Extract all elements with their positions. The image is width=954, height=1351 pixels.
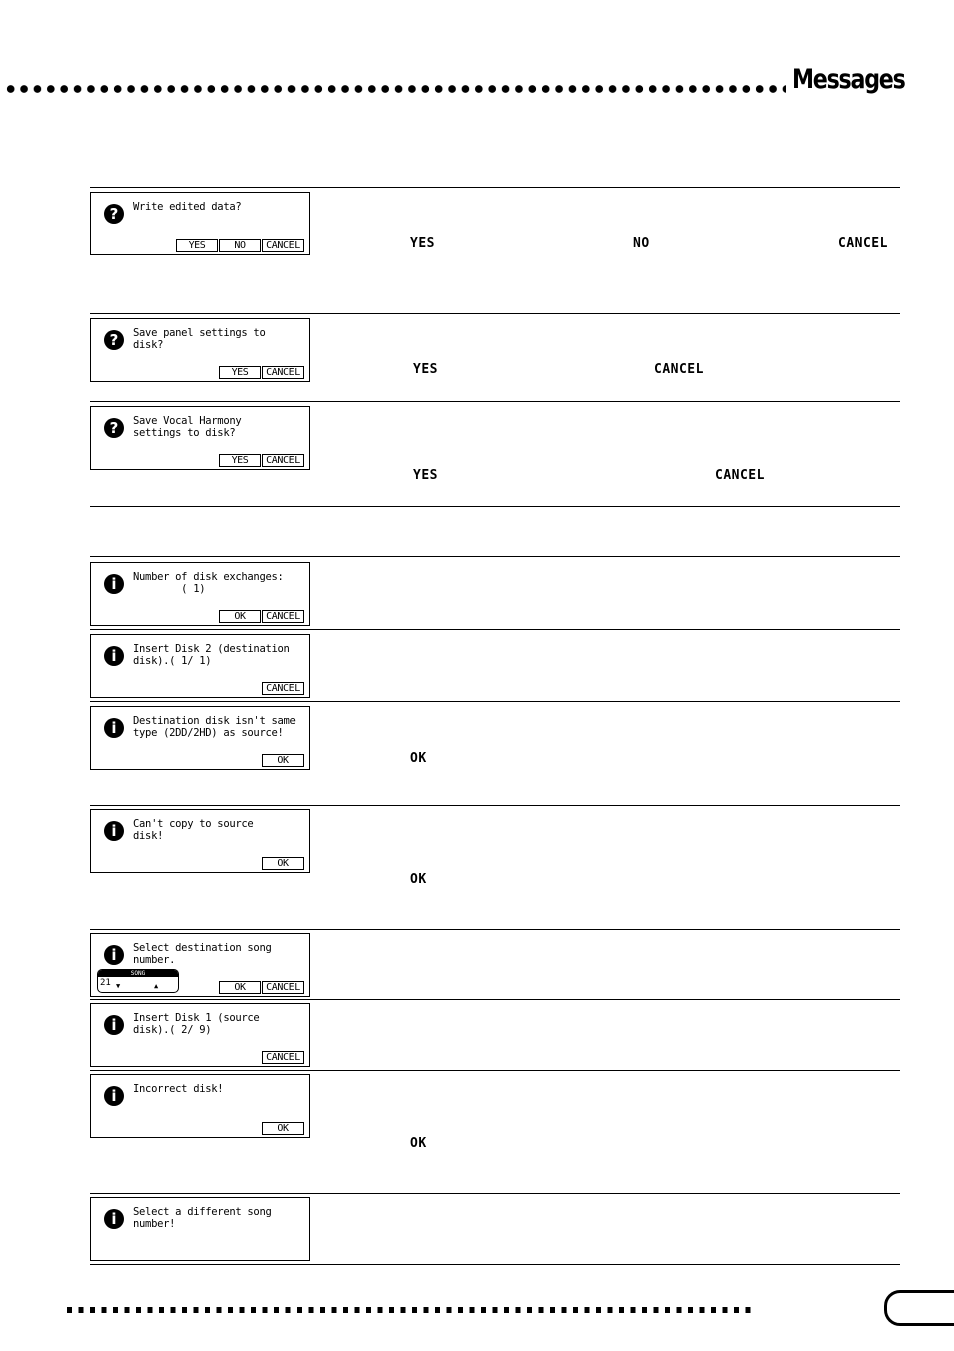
keyword-yes: YES [413,362,438,377]
lcd-message: Write edited data? [133,201,242,213]
info-icon: i [104,1209,124,1229]
keyword-cancel: CANCEL [654,362,704,377]
info-icon: i [104,821,124,841]
divider [90,805,900,806]
lcd-message: Insert Disk 2 (destination disk).( 1/ 1) [133,643,290,667]
cancel-button[interactable]: CANCEL [262,1051,304,1064]
lcd-screen [90,706,310,770]
info-icon: i [104,1086,124,1106]
ok-button[interactable]: OK [262,857,304,870]
yes-button[interactable]: YES [219,454,261,467]
cancel-button[interactable]: CANCEL [262,981,304,994]
lcd-screen [90,406,310,470]
header-dotted-rule [4,84,786,94]
keyword-yes: YES [413,468,438,483]
divider [90,401,900,402]
keyword-cancel: CANCEL [715,468,765,483]
footer-dotted-rule [67,1307,755,1314]
divider [90,556,900,557]
lcd-message: Select destination song number. [133,942,272,966]
lcd-message: Save Vocal Harmony settings to disk? [133,415,242,439]
question-icon: ? [104,418,124,438]
divider [90,1264,900,1265]
song-number-selector[interactable] [97,969,179,993]
question-icon: ? [104,330,124,350]
keyword-ok: OK [410,1136,427,1151]
cancel-button[interactable]: CANCEL [262,682,304,695]
info-icon: i [104,1015,124,1035]
lcd-message: Incorrect disk! [133,1083,224,1095]
lcd-message: Insert Disk 1 (source disk).( 2/ 9) [133,1012,260,1036]
keyword-yes: YES [410,236,435,251]
divider [90,1070,900,1071]
divider [90,187,900,188]
yes-button[interactable]: YES [176,239,218,252]
lcd-message: Destination disk isn't same type (2DD/2HD) as source! [133,715,296,739]
info-icon: i [104,646,124,666]
lcd-screen [90,562,310,626]
divider [90,929,900,930]
cancel-button[interactable]: CANCEL [262,239,304,252]
lcd-screen [90,318,310,382]
yes-button[interactable]: YES [219,366,261,379]
divider [90,1193,900,1194]
divider [90,999,900,1000]
cancel-button[interactable]: CANCEL [262,610,304,623]
question-icon: ? [104,204,124,224]
lcd-screen [90,192,310,255]
ok-button[interactable]: OK [262,754,304,767]
lcd-screen [90,634,310,698]
lcd-screen [90,809,310,873]
lcd-message: Save panel settings to disk? [133,327,266,351]
info-icon: i [104,718,124,738]
up-arrow-icon[interactable]: ▲ [154,982,159,990]
cancel-button[interactable]: CANCEL [262,454,304,467]
keyword-ok: OK [410,872,427,887]
no-button[interactable]: NO [219,239,261,252]
divider [90,506,900,507]
lcd-screen [90,1197,310,1261]
info-icon: i [104,574,124,594]
lcd-message: Number of disk exchanges: ( 1) [133,571,284,595]
lcd-message: Can't copy to source disk! [133,818,254,842]
keyword-cancel: CANCEL [838,236,888,251]
song-label: SONG [98,970,178,977]
divider [90,313,900,314]
down-arrow-icon[interactable]: ▼ [116,982,121,990]
song-number: 21 [100,978,111,988]
info-icon: i [104,945,124,965]
ok-button[interactable]: OK [262,1122,304,1135]
lcd-screen [90,1074,310,1138]
divider [90,701,900,702]
ok-button[interactable]: OK [219,981,261,994]
page-title: Messages [792,64,905,95]
divider [90,629,900,630]
lcd-screen [90,1003,310,1067]
cancel-button[interactable]: CANCEL [262,366,304,379]
lcd-message: Select a different song number! [133,1206,272,1230]
lcd-screen [90,933,310,997]
keyword-no: NO [633,236,650,251]
keyword-ok: OK [410,751,427,766]
page-tab [884,1290,954,1326]
ok-button[interactable]: OK [219,610,261,623]
